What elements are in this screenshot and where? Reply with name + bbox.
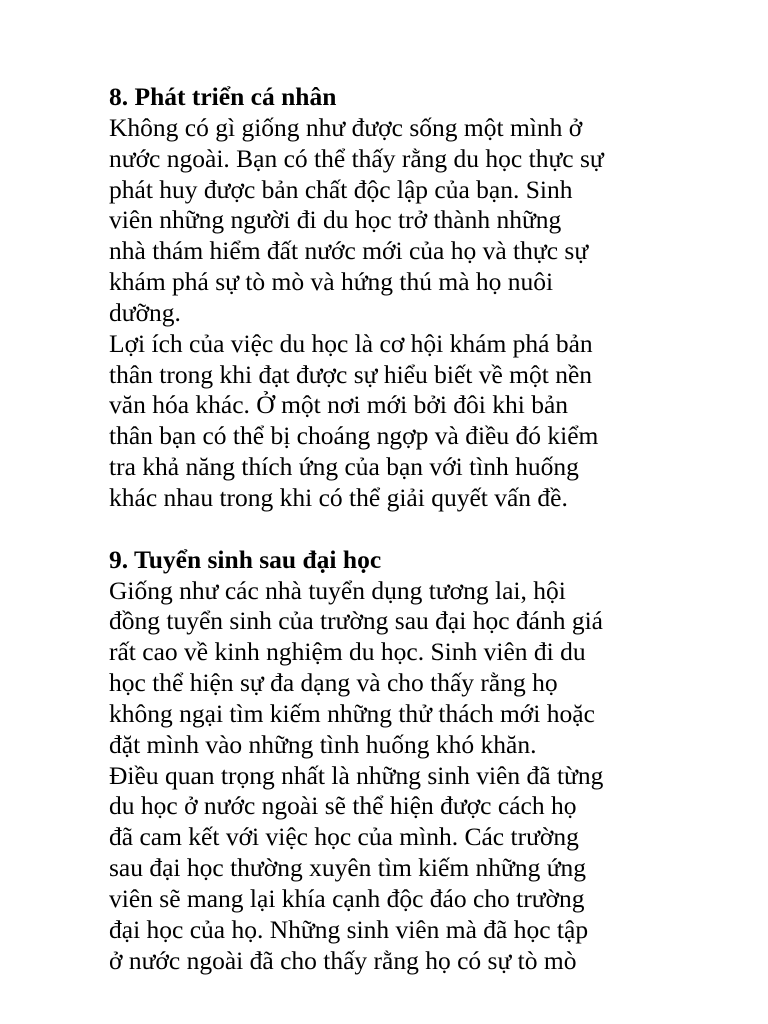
text-line: đồng tuyển sinh của trường sau đại học đánh giá [109,606,603,636]
text-line: thân bạn có thể bị choáng ngợp và điều đó kiểm [109,421,599,451]
section-9-paragraph-1 [109,576,689,761]
text-line: thân trong khi đạt được sự hiểu biết về một nền [109,359,593,389]
section-8-paragraph-1 [109,113,689,329]
text-line: đại học của họ. Những sinh viên mà đã học tập [109,914,589,944]
text-line: Điều quan trọng nhất là những sinh viên đã từng [109,760,604,790]
text-line: ở nước ngoài đã cho thấy rằng họ có sự tò mò [109,945,577,975]
text-line: viên những người đi du học trở thành những [109,205,562,235]
text-line: văn hóa khác. Ở một nơi mới bởi đôi khi bản [109,390,569,420]
text-line: phát huy được bản chất độc lập của bạn. Sinh [109,174,573,204]
paragraph-spacer [109,514,689,545]
text-line: nước ngoài. Bạn có thể thấy rằng du học thực sự [109,143,604,173]
text-line: khám phá sự tò mò và hứng thú mà họ nuôi [109,267,554,297]
document-body [109,82,689,976]
text-line: khác nhau trong khi có thể giải quyết vấn đề. [109,482,568,512]
text-line: học thể hiện sự đa dạng và cho thấy rằng họ [109,668,558,698]
text-line: đã cam kết với việc học của mình. Các trường [109,822,579,852]
text-line: dưỡng. [109,297,181,327]
text-line: viên sẽ mang lại khía cạnh độc đáo cho trường [109,883,585,913]
section-8-paragraph-2 [109,329,689,514]
text-line: Lợi ích của việc du học là cơ hội khám phá bản [109,328,593,358]
text-line: du học ở nước ngoài sẽ thể hiện được cách họ [109,791,577,821]
text-line: rất cao về kinh nghiệm du học. Sinh viên đi du [109,637,586,667]
section-9-heading: 9. Tuyển sinh sau đại học [109,544,382,574]
section-8-heading: 8. Phát triển cá nhân [109,82,337,111]
section-9-paragraph-2 [109,761,689,977]
text-line: nhà thám hiểm đất nước mới của họ và thực sự [109,236,589,266]
text-line: Giống như các nhà tuyển dụng tương lai, hội [109,575,566,605]
text-line: tra khả năng thích ứng của bạn với tình huống [109,452,579,482]
text-line: sau đại học thường xuyên tìm kiếm những ứng [109,853,587,883]
text-line: Không có gì giống như được sống một mình ở [109,112,583,142]
text-line: không ngại tìm kiếm những thử thách mới hoặc [109,698,595,728]
text-line: đặt mình vào những tình huống khó khăn. [109,729,537,759]
